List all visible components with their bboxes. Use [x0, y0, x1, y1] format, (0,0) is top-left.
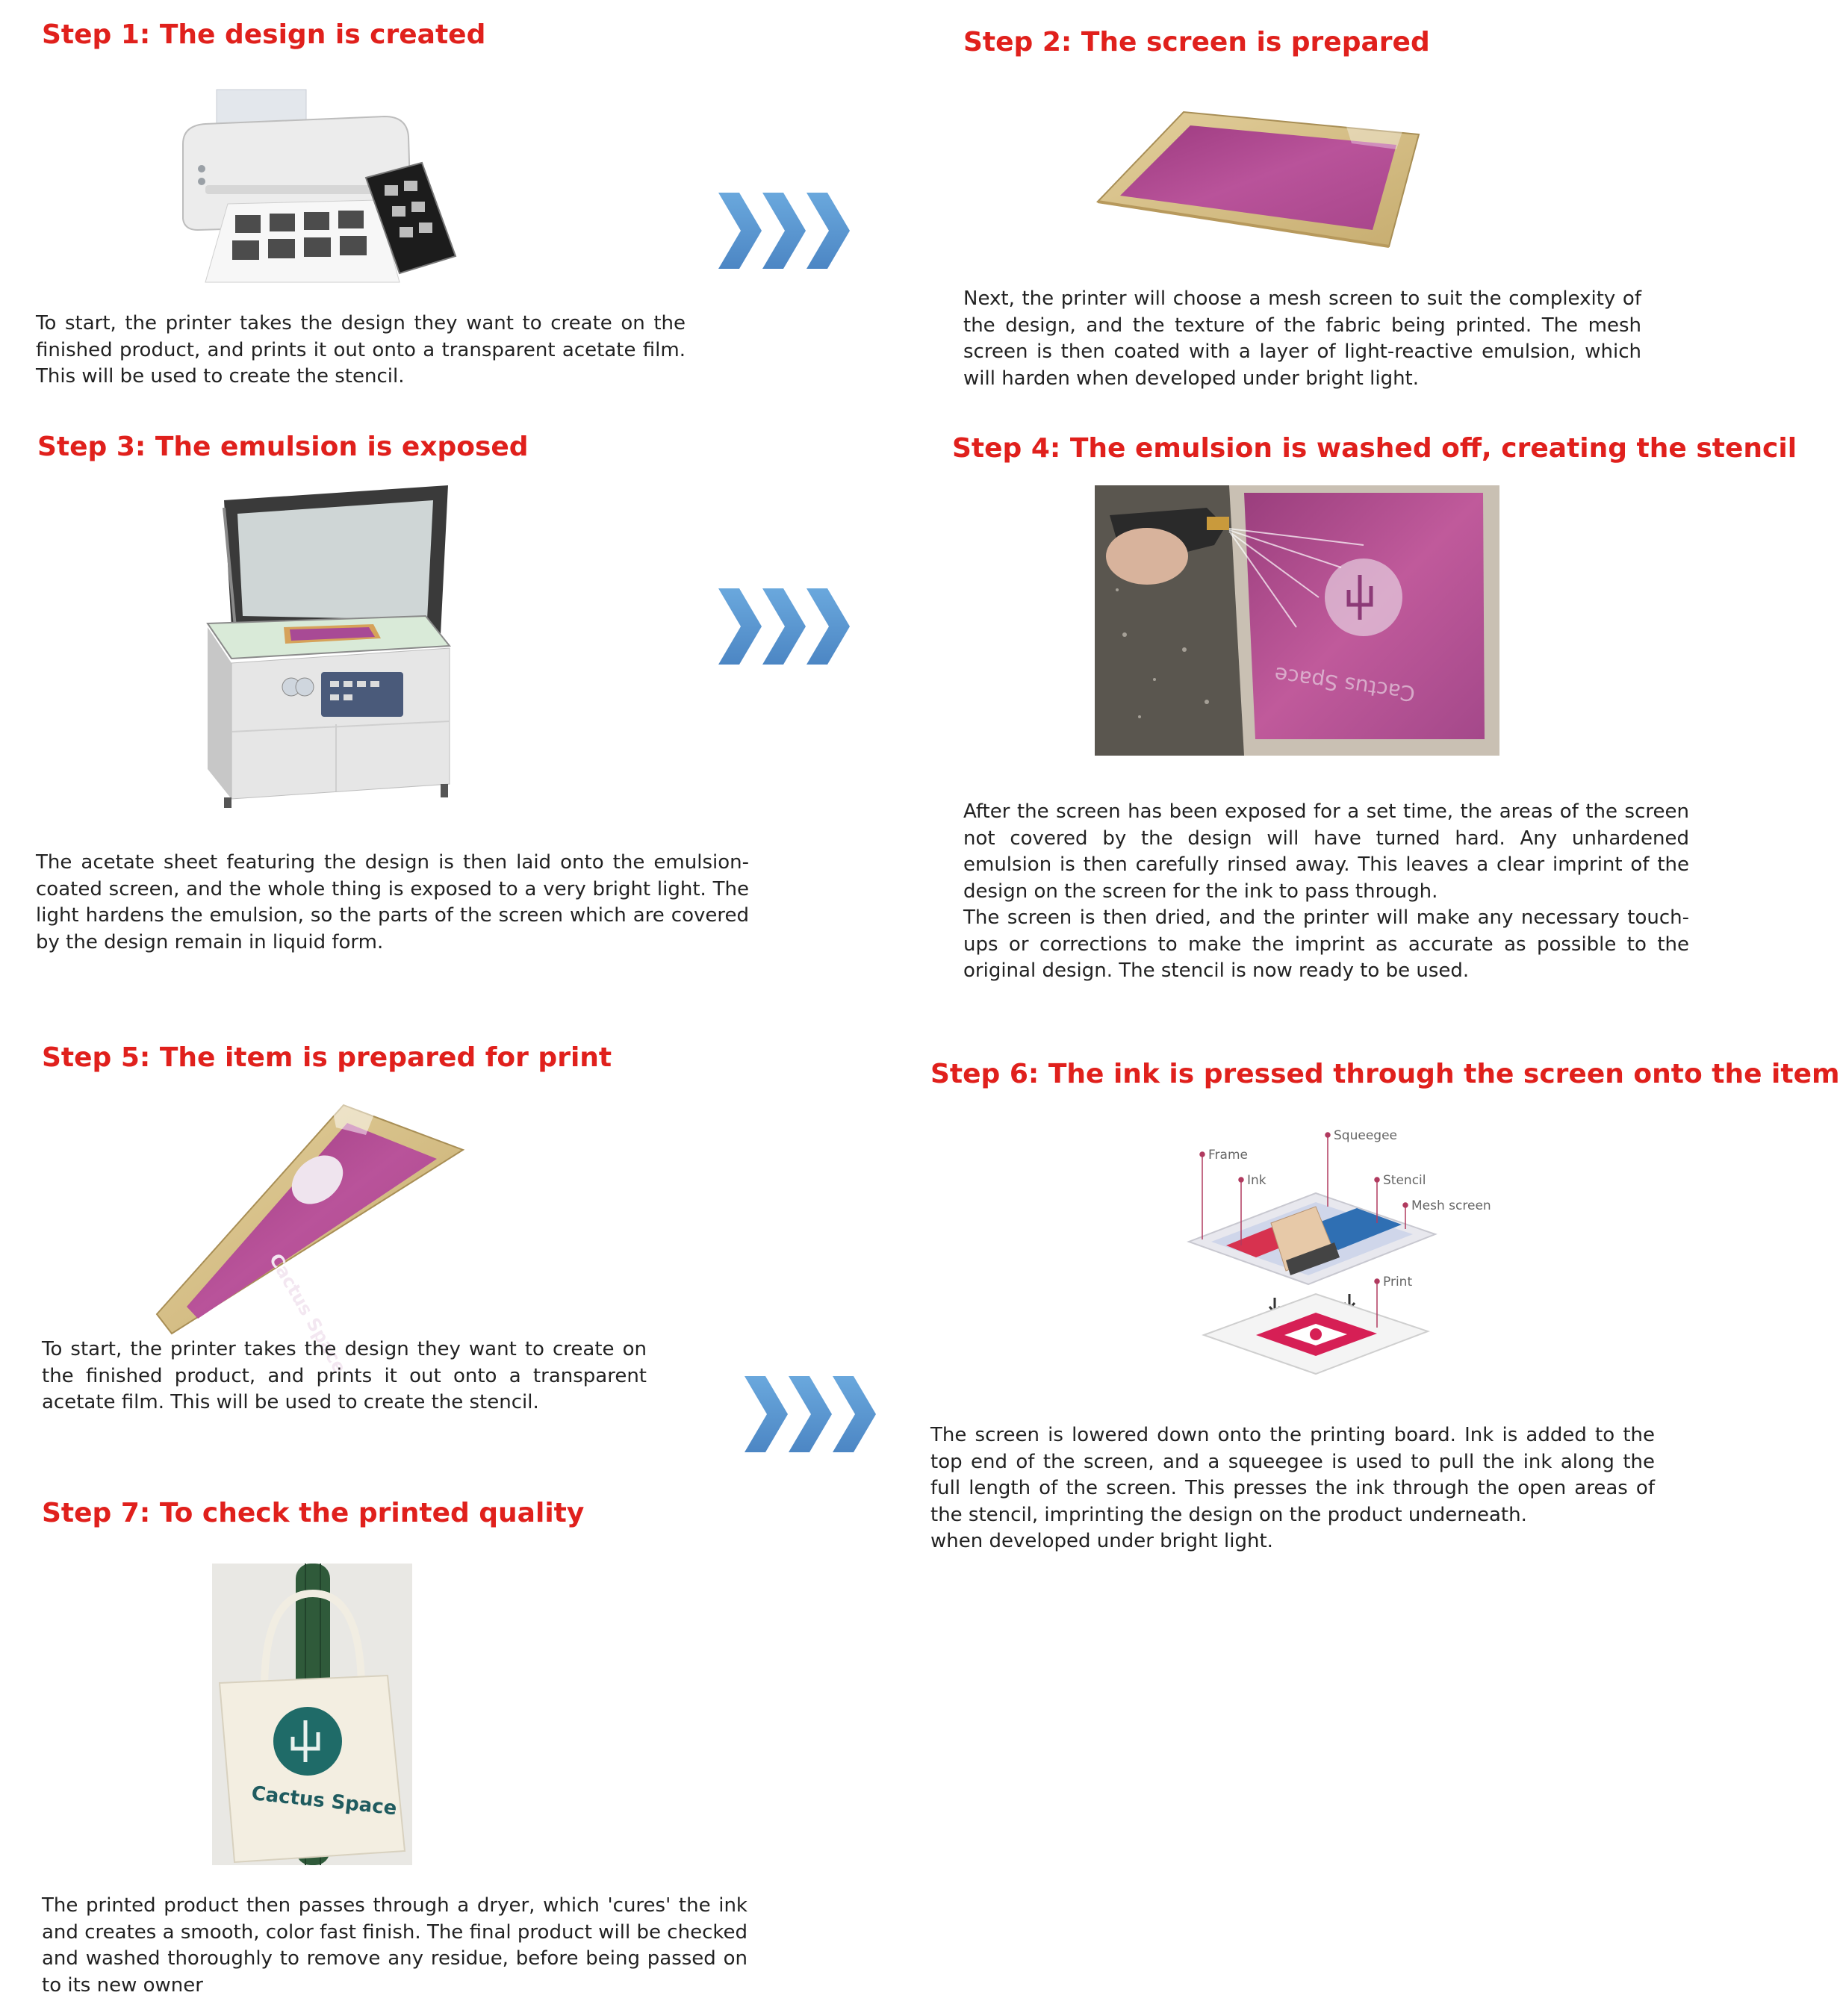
- mesh-screen-photo: [1090, 105, 1434, 254]
- step-6-paragraph-2: when developed under bright light.: [930, 1530, 1273, 1552]
- step-4-text: [963, 799, 1689, 985]
- step-7-paragraph: The printed product then passes through a dryer, which 'cures' the ink and creates a smooth, color fast finish. The final product will be checked and washed thoroughly to remove any residue, before being passed on to its new owner: [42, 1894, 748, 1997]
- printer-icon: [161, 73, 467, 282]
- step-6-text: [930, 1422, 1655, 1555]
- step-3-paragraph: The acetate sheet featuring the design is then laid onto the emulsion-coated screen, and the whole thing is exposed to a very bright light. The light hardens the emulsion, so the parts of the screen which are covered by the design remain in liquid form.: [36, 851, 749, 953]
- step-3-title: Step 3: The emulsion is exposed: [37, 432, 529, 462]
- ink-label: Ink: [1247, 1173, 1266, 1188]
- step-4-title: Step 4: The emulsion is washed off, creating the stencil: [952, 433, 1797, 464]
- washout-icon: [1095, 485, 1499, 756]
- step-1-title: Step 1: The design is created: [42, 19, 486, 50]
- printing-diagram-icon: [1181, 1111, 1496, 1389]
- exposure-unit-icon: [202, 485, 456, 814]
- chevron-arrow-icon: [718, 588, 850, 665]
- step-2-title: Step 2: The screen is prepared: [963, 27, 1430, 57]
- step-2-text: [963, 286, 1641, 392]
- mesh-screen-icon: [1090, 105, 1434, 254]
- step-5-paragraph: To start, the printer takes the design they want to create on the finished product, and prints it out onto a transparent acetate film. This will be used to create the stencil.: [42, 1338, 647, 1413]
- print-label: Print: [1383, 1275, 1413, 1289]
- step-7-title: Step 7: To check the printed quality: [42, 1498, 585, 1528]
- stencil-label: Stencil: [1383, 1173, 1426, 1188]
- prepared-screen-photo: [157, 1090, 470, 1378]
- tote-bag-icon: [212, 1564, 412, 1865]
- step-4-paragraph-1: After the screen has been exposed for a set time, the areas of the screen not covered by the design will have turned hard. Any unhardened emulsion is then carefully rinsed away. This leaves a clear imprint of the design on the screen for the ink to pass through.: [963, 800, 1689, 903]
- step-5-title: Step 5: The item is prepared for print: [42, 1042, 612, 1073]
- step-5-text: [42, 1337, 647, 1416]
- step-4-paragraph-2: The screen is then dried, and the printer will make any necessary touch-ups or corrections to make the imprint as accurate as possible to the original design. The stencil is now ready to be used.: [963, 906, 1689, 982]
- exposure-unit-photo: [202, 485, 456, 814]
- prepared-screen-logo-text: Cactus Space: [264, 1250, 351, 1378]
- step-6-paragraph-1: The screen is lowered down onto the printing board. Ink is added to the top end of the screen, and a squeegee is used to pull the ink along the full length of the screen. This presses the ink through the open areas of the stencil, imprinting the design on the product underneath.: [930, 1424, 1655, 1526]
- tote-bag-photo: [212, 1564, 412, 1865]
- step-2-paragraph: Next, the printer will choose a mesh screen to suit the complexity of the design, and the texture of the fabric being printed. The mesh screen is then coated with a layer of light-reactive emulsion, which will harden when developed under bright light.: [963, 287, 1641, 390]
- tote-bag-logo-text: Cactus Space: [250, 1782, 398, 1820]
- prepared-screen-icon: [157, 1090, 470, 1378]
- mesh-screen-label: Mesh screen: [1411, 1198, 1491, 1213]
- step-1-paragraph: To start, the printer takes the design they want to create on the finished product, and prints it out onto a transparent acetate film. This will be used to create the stencil.: [36, 312, 686, 388]
- step-1-text: [36, 311, 686, 391]
- washout-logo-text: Cactus Space: [1272, 662, 1417, 706]
- washout-photo: [1095, 485, 1499, 756]
- step-3-text: [36, 850, 749, 956]
- frame-label: Frame: [1208, 1148, 1248, 1163]
- chevron-arrow-icon: [745, 1376, 876, 1452]
- step-7-text: [42, 1893, 748, 1999]
- chevron-arrow-icon: [718, 193, 850, 269]
- printing-diagram: [1181, 1111, 1496, 1389]
- printer-photo: [161, 73, 467, 282]
- step-6-title: Step 6: The ink is pressed through the screen onto the item: [930, 1059, 1840, 1089]
- squeegee-label: Squeegee: [1334, 1128, 1397, 1143]
